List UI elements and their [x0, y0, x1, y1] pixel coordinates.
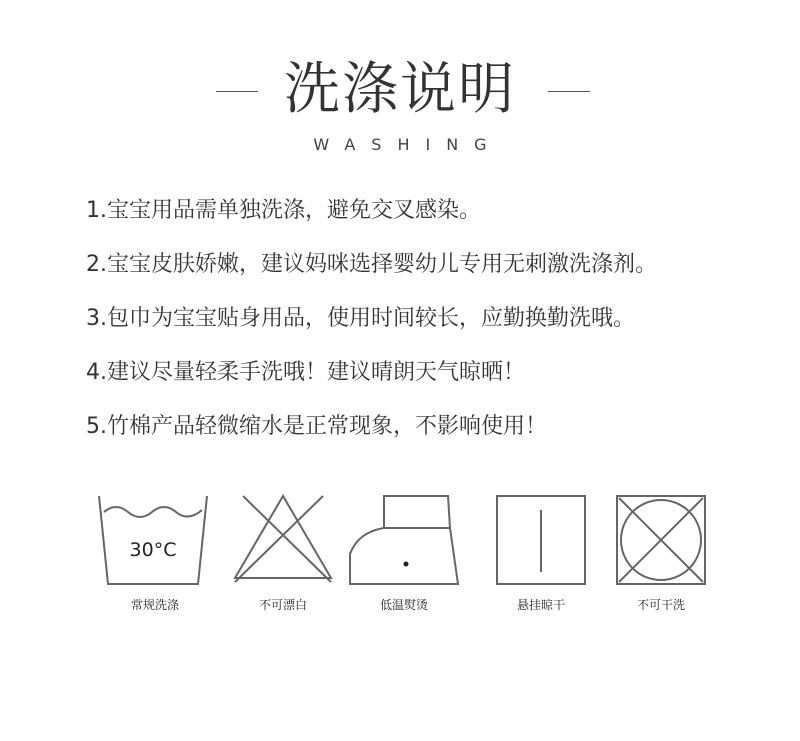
care-symbol-label: 常规洗涤 — [130, 598, 179, 612]
title-right-rule — [548, 91, 590, 92]
care-symbol-wash — [95, 492, 215, 612]
note-item: 5.竹棉产品轻微缩水是正常现象，不影响使用！ — [86, 414, 547, 439]
care-symbol-dry — [601, 492, 721, 612]
care-symbol-label: 悬挂晾干 — [516, 598, 565, 612]
note-item: 1.宝宝用品需单独洗涤，避免交叉感染。 — [86, 198, 481, 223]
care-symbols — [0, 492, 800, 622]
no-tumble-dry-icon — [611, 492, 711, 588]
no-bleach-icon — [231, 492, 335, 588]
care-symbol-hang — [481, 492, 601, 612]
care-symbol-bleach — [223, 492, 343, 612]
care-symbol-label: 低温熨烫 — [379, 598, 428, 612]
care-symbol-label: 不可干洗 — [636, 598, 685, 612]
wash-tub-30c-icon — [96, 492, 214, 588]
note-item: 2.宝宝皮肤娇嫩，建议妈咪选择婴幼儿专用无刺激洗涤剂。 — [86, 252, 657, 277]
page-title: 洗涤说明 — [284, 57, 516, 122]
care-symbol-iron — [344, 492, 464, 612]
care-symbol-label: 不可漂白 — [258, 598, 307, 612]
hang-dry-icon — [491, 492, 591, 588]
washing-notes — [86, 196, 766, 466]
low-iron-icon — [344, 492, 464, 588]
header — [0, 52, 800, 132]
note-item: 4.建议尽量轻柔手洗哦！建议晴朗天气晾晒！ — [86, 360, 525, 385]
wash-temperature: 30°C — [129, 539, 177, 561]
page-subtitle: WASHING — [313, 135, 503, 154]
note-item: 3.包巾为宝宝贴身用品，使用时间较长，应勤换勤洗哦。 — [86, 306, 635, 331]
